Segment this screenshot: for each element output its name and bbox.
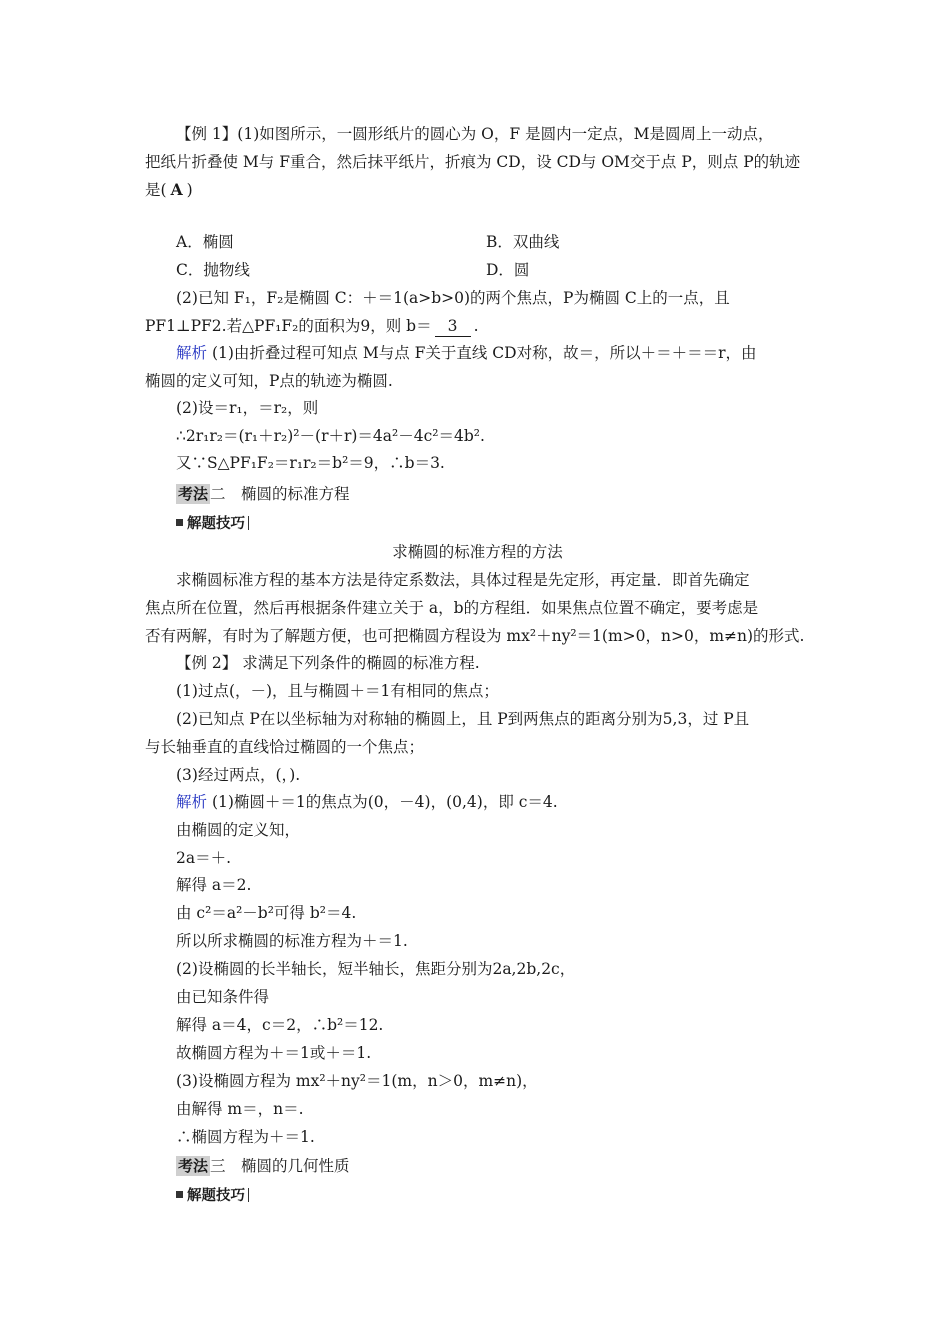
example2-solution-line13: ∴椭圆方程为＋＝1. [176, 1128, 315, 1146]
option-c: C．抛物线 [176, 261, 250, 279]
method-para-line2: 焦点所在位置，然后再根据条件建立关于 a，b的方程组．如果焦点位置不确定，要考虑是 [145, 599, 759, 617]
example2-q2-line2: 与长轴垂直的直线恰过椭圆的一个焦点； [145, 738, 425, 756]
section2-box: 考法 [178, 485, 209, 503]
example2-title: 【例 2】 求满足下列条件的椭圆的标准方程. [176, 654, 480, 672]
section3-skill: 解题技巧 [176, 1186, 841, 1206]
method-para-line1: 求椭圆标准方程的基本方法是待定系数法，具体过程是先定形，再定量．即首先确定 [176, 571, 750, 589]
example1-line1: 【例 1】(1)如图所示，一圆形纸片的圆心为 O，F 是圆内一定点，M是圆周上一动点， [176, 125, 774, 143]
example2-q3: (3)经过两点，(，). [176, 766, 301, 784]
solution1-line1: 解析 (1)由折叠过程可知点 M与点 F关于直线 CD对称，故＝，所以＋＝＋＝＝r，由 [176, 344, 757, 362]
example1-part2-line1: (2)已知 F₁，F₂是椭圆 C：＋＝1(a>b>0)的两个焦点，P为椭圆 C上的一点，且 [176, 289, 730, 307]
example2-solution-line7: (2)设椭圆的长半轴长，短半轴长，焦距分别为2a,2b,2c， [176, 960, 576, 978]
part2-answer-blank: 3 [435, 316, 471, 337]
example1-answer: A [170, 180, 183, 199]
example2-solution-line5: 由 c²＝a²－b²可得 b²＝4. [176, 904, 357, 922]
solution1-line2: 椭圆的定义可知，P点的轨迹为椭圆. [145, 372, 393, 390]
section2-skill: 解题技巧 [176, 514, 841, 534]
solution2-line3: 又∵S△PF₁F₂＝r₁r₂＝b²＝9，∴b＝3. [176, 454, 445, 472]
example2-solution-line6: 所以所求椭圆的标准方程为＋＝1. [176, 932, 408, 950]
section3-heading [176, 1156, 841, 1176]
example1-line2: 把纸片折叠使 M与 F重合，然后抹平纸片，折痕为 CD，设 CD与 OM交于点 P，则点 P的轨迹 [145, 153, 801, 171]
square-bullet-icon [176, 1191, 183, 1198]
options-row1 [176, 232, 841, 252]
example2-label: 【例 2】 [176, 654, 238, 672]
example2-solution-line9: 解得 a＝4，c＝2，∴b²＝12. [176, 1016, 384, 1034]
section3-box: 考法 [178, 1157, 209, 1175]
option-d: D．圆 [486, 261, 530, 279]
section2-title: 二 椭圆的标准方程 [210, 485, 350, 503]
example2-solution-line10: 故椭圆方程为＋＝1或＋＝1. [176, 1044, 372, 1062]
option-b: B．双曲线 [486, 233, 560, 251]
solution-label: 解析 [176, 344, 208, 362]
example2-q1: (1)过点(，－)，且与椭圆＋＝1有相同的焦点； [176, 682, 499, 700]
example2-solution-line3: 2a＝＋. [176, 849, 232, 867]
example2-q2-line1: (2)已知点 P在以坐标轴为对称轴的椭圆上，且 P到两焦点的距离分别为5,3，过 P且 [176, 710, 750, 728]
solution2-line2: ∴2r₁r₂＝(r₁＋r₂)²－(r＋r)＝4a²－4c²＝4b². [176, 427, 485, 445]
section2-heading [176, 484, 841, 504]
divider-bar [248, 1188, 249, 1202]
example1-label: 【例 1】 [176, 125, 238, 143]
solution2-line1: (2)设＝r₁，＝r₂，则 [176, 399, 319, 417]
section3-title: 三 椭圆的几何性质 [210, 1157, 350, 1175]
method-heading: 求椭圆的标准方程的方法 [392, 543, 563, 561]
example2-solution-line4: 解得 a＝2. [176, 876, 252, 894]
example2-solution-line1: 解析 (1)椭圆＋＝1的焦点为(0，－4)，(0,4)，即 c＝4. [176, 793, 558, 811]
option-a: A．椭圆 [176, 233, 234, 251]
example2-solution-line12: 由解得 m＝，n＝. [176, 1100, 304, 1118]
solution-label-2: 解析 [176, 793, 208, 811]
square-bullet-icon [176, 519, 183, 526]
options-row2 [176, 260, 841, 280]
example1-line3: 是( A ) [145, 180, 193, 199]
example2-solution-line2: 由椭圆的定义知， [176, 821, 301, 839]
divider-bar [248, 516, 249, 530]
example2-solution-line11: (3)设椭圆方程为 mx²＋ny²＝1(m，n＞0，m≠n)， [176, 1072, 538, 1090]
example2-solution-line8: 由已知条件得 [176, 988, 270, 1006]
example1-part2-line2: PF1⊥PF2.若△PF₁F₂的面积为9，则 b＝ 3 . [145, 317, 479, 335]
method-para-line3: 否有两解，有时为了解题方便，也可把椭圆方程设为 mx²＋ny²＝1(m>0，n>0，m≠n)的形式. [145, 627, 805, 645]
